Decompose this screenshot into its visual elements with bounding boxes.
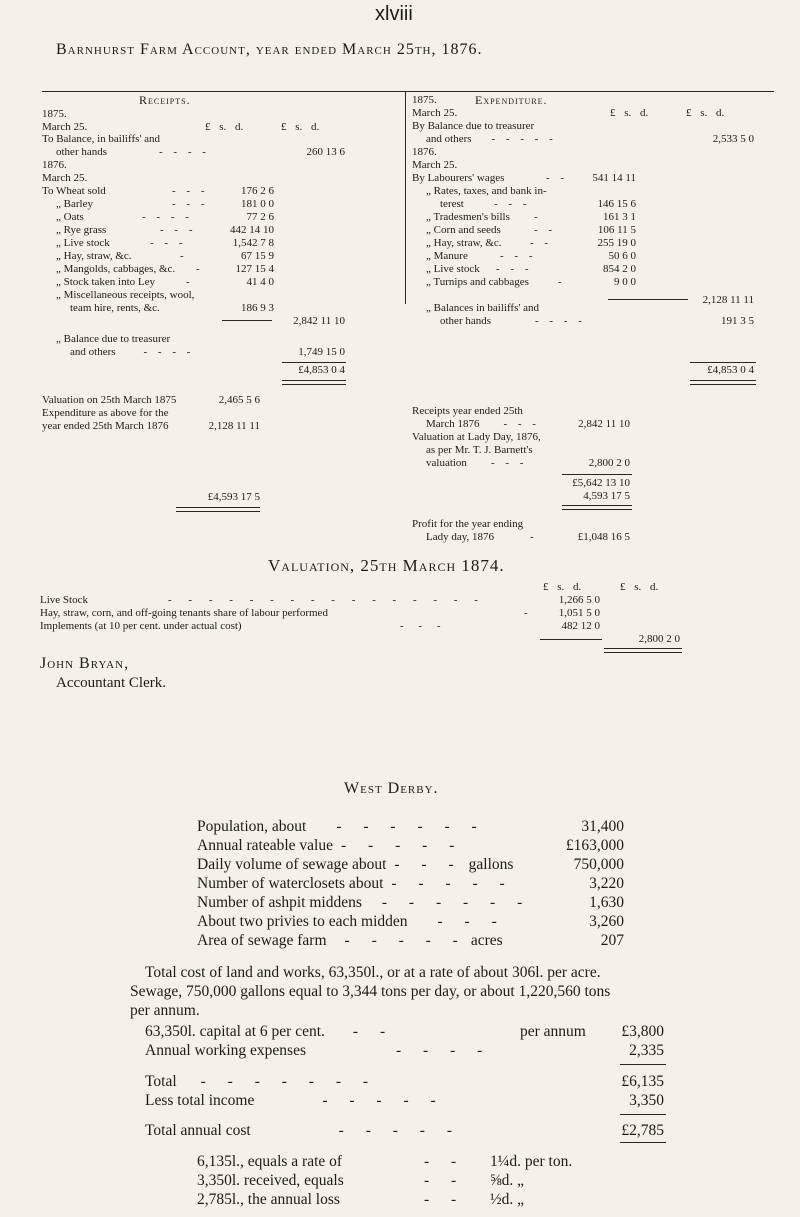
expenditure-label: „ Manure (426, 250, 468, 262)
profit-line-5-amount: 2,800 2 0 (588, 457, 630, 469)
cost-paragraph-line-3: per annum. (130, 1002, 200, 1019)
summary-total: £4,593 17 5 (207, 491, 260, 503)
receipt-label: „ Stock taken into Ley (56, 276, 155, 288)
stat-label: Annual rateable value - - - - - (197, 837, 464, 854)
profit-amount: £1,048 16 5 (577, 531, 630, 543)
receipt-label: team hire, rents, &c. (70, 302, 160, 314)
stat-label: Daily volume of sewage about - - - gallons (197, 856, 514, 873)
cost-paragraph-line-1: Total cost of land and works, 63,350l., or at a rate of about 306l. per acre. (145, 964, 601, 981)
valuation-label: Hay, straw, corn, and off-going tenants share of labour performed (40, 607, 328, 619)
summary-line-1-amount: 2,465 5 6 (218, 394, 260, 406)
expenditure-amount: 541 14 11 (592, 172, 636, 184)
working-value: 2,335 (629, 1042, 664, 1059)
list-item: By Labourers' wages - - 541 14 11 (412, 172, 636, 184)
expenditure-label: „ Corn and seeds (426, 224, 501, 236)
list-item (426, 185, 652, 198)
income-label-text: Less total income (145, 1092, 255, 1109)
receipts-balance-label: „ Balance due to treasurer (56, 333, 171, 345)
receipts-balance-text: and others (70, 346, 116, 358)
receipts-date-1: March 25. (42, 121, 88, 133)
receipts-opening-balance-label: To Balance, in bailiffs' and (42, 133, 161, 145)
profit-line-1: Receipts year ended 25th (412, 405, 523, 417)
rate-dashes: - - (424, 1172, 466, 1189)
rate-label: 6,135l., equals a rate of (197, 1153, 343, 1170)
list-item: „ Hay, straw, &c. - 67 15 9 (56, 250, 274, 262)
receipts-total: £4,853 0 4 (298, 364, 345, 376)
valuation-total: 2,800 2 0 (638, 633, 680, 645)
list-item: „ Manure - - - 50 6 0 (426, 250, 636, 262)
annual-label: Total annual cost - - - - - (145, 1122, 461, 1139)
rate-value: 1¼d. per ton. (490, 1153, 573, 1170)
receipt-amount: 77 2 6 (246, 211, 274, 223)
receipts-subtotal: 2,842 11 10 (293, 315, 345, 327)
expenditure-amount: 50 6 0 (608, 250, 636, 262)
list-item: „ Stock taken into Ley - 41 4 0 (56, 276, 274, 288)
capital-label: 63,350l. capital at 6 per cent. - - (145, 1023, 395, 1040)
expenditure-amount: 255 19 0 (597, 237, 636, 249)
expenditure-label: „ Tradesmen's bills (426, 211, 510, 223)
receipt-label: „ Rye grass (56, 224, 107, 236)
signature-title: Accountant Clerk. (56, 675, 166, 691)
receipt-amount: 442 14 10 (230, 224, 274, 236)
stat-label-text: Number of waterclosets about (197, 875, 384, 892)
table-row: Hay, straw, corn, and off-going tenants share of labour performed - 1,051 5 0 (40, 607, 600, 619)
table-row: Live Stock - - - - - - - - - - - - - - - - 1,266 5 0 (40, 594, 600, 606)
list-item: „ Oats - - - - 77 2 6 (56, 211, 274, 223)
expenditure-cols-a: £ s. d. (610, 107, 649, 119)
receipts-date-2: March 25. (42, 172, 88, 184)
list-item: terest - - - 146 15 6 (440, 198, 636, 210)
list-item: „ Hay, straw, &c. - - 255 19 0 (426, 237, 636, 249)
receipts-balance-amount: 1,749 15 0 (298, 346, 345, 358)
receipt-label: „ Barley (56, 198, 93, 210)
summary-total-double-rule (176, 507, 260, 512)
receipts-year-1876: 1876. (42, 159, 67, 171)
expenditure-date-1: March 25. (412, 107, 458, 119)
list-item (70, 302, 272, 315)
expenditure-label: By Labourers' wages (412, 172, 505, 184)
page-title: Barnhurst Farm Account, year ended March 25th, 1876. (56, 41, 483, 58)
stat-label: Number of waterclosets about - - - - - (197, 875, 514, 892)
receipt-label: „ Miscellaneous receipts, wool, (56, 289, 195, 301)
receipt-label: „ Mangolds, cabbages, &c. (56, 263, 176, 275)
expenditure-total: £4,853 0 4 (707, 364, 754, 376)
expenditure-amount: 854 2 0 (603, 263, 636, 275)
receipt-amount: 176 2 6 (241, 185, 274, 197)
profit-line-2: March 1876 - - - (426, 418, 540, 430)
receipts-total-double-rule (282, 380, 346, 385)
profit-line-2-amount: 2,842 11 10 (578, 418, 630, 430)
receipt-label: „ Hay, straw, &c. (56, 250, 132, 262)
annual-under-rule (620, 1142, 666, 1143)
expenditure-opening-balance-label-2: and others - - - - - (426, 133, 557, 145)
valuation-total-double-rule (604, 648, 682, 653)
expenditure-label: terest (440, 198, 464, 210)
receipts-opening-balance-amount: 260 13 6 (306, 146, 345, 158)
stat-value: 31,400 (581, 818, 624, 835)
valuation-amount: 1,266 5 0 (558, 594, 600, 606)
total-rule (620, 1064, 666, 1065)
receipt-label: „ Live stock (56, 237, 110, 249)
capital-label-text: 63,350l. capital at 6 per cent. (145, 1023, 325, 1040)
receipt-amount: 186 9 3 (241, 302, 274, 314)
rate-label: 2,785l., the annual loss (197, 1191, 340, 1208)
stat-value: 207 (600, 932, 624, 949)
stat-value: £163,000 (565, 837, 624, 854)
valuation-title: Valuation, 25th March 1874. (268, 556, 505, 575)
stat-label-text: Population, about (197, 818, 307, 835)
capital-value: £3,800 (621, 1023, 664, 1040)
expenditure-heading: Expenditure. (475, 93, 548, 107)
working-label-text: Annual working expenses (145, 1042, 306, 1059)
stat-label-text: Annual rateable value (197, 837, 333, 854)
expenditure-opening-balance-label: By Balance due to treasurer (412, 120, 535, 132)
expenditure-year-1875: 1875. (412, 94, 437, 106)
profit-label-2: Lady day, 1876 - (426, 531, 534, 543)
signature-name: John Bryan, (40, 655, 130, 672)
list-item: „ Rye grass - - - 442 14 10 (56, 224, 274, 236)
summary-line-3-amount: 2,128 11 11 (208, 420, 260, 432)
receipts-opening-balance-text: other hands (56, 146, 108, 158)
list-item: „ Mangolds, cabbages, &c. - 127 15 4 (56, 263, 274, 275)
stat-label: Population, about - - - - - - (197, 818, 486, 835)
receipt-amount: 127 15 4 (235, 263, 274, 275)
rate-dashes: - - (424, 1153, 466, 1170)
expenditure-opening-balance-text: and others (426, 133, 472, 145)
expenditure-label: „ Hay, straw, &c. (426, 237, 502, 249)
expenditure-amount: 9 0 0 (614, 276, 636, 288)
stat-unit: gallons (468, 856, 514, 873)
expenditure-label: „ Live stock (426, 263, 480, 275)
expenditure-balances-text: other hands (440, 315, 492, 327)
stat-label: Number of ashpit middens - - - - - - (197, 894, 532, 911)
expenditure-year-1876: 1876. (412, 146, 437, 158)
west-derby-title: West Derby. (344, 780, 439, 797)
receipts-cols-a: £ s. d. (205, 121, 244, 133)
profit-less: 4,593 17 5 (583, 490, 630, 502)
working-label: Annual working expenses - - - - (145, 1042, 492, 1059)
capital-per-annum: per annum (520, 1023, 586, 1040)
summary-line-3: year ended 25th March 1876 (42, 420, 169, 432)
expenditure-subtotal: 2,128 11 11 (702, 294, 754, 306)
profit-line-2-text: March 1876 (426, 418, 480, 430)
receipts-total-rule (282, 362, 346, 363)
expenditure-balances-label-2: other hands - - - - (440, 315, 586, 327)
total-label: Total - - - - - - - (145, 1073, 378, 1090)
annual-rule (620, 1114, 666, 1115)
expenditure-amount: 146 15 6 (597, 198, 636, 210)
rate-dashes: - - (424, 1191, 466, 1208)
stat-label-text: Area of sewage farm (197, 932, 327, 949)
table-top-rule (42, 91, 774, 92)
expenditure-date-2: March 25. (412, 159, 458, 171)
rate-label: 3,350l. received, equals (197, 1172, 344, 1189)
expenditure-total-double-rule (690, 380, 756, 385)
receipt-amount: 181 0 0 (241, 198, 274, 210)
table-center-rule (405, 91, 406, 304)
valuation-amount: 1,051 5 0 (558, 607, 600, 619)
stat-label-text: Number of ashpit middens (197, 894, 362, 911)
expenditure-balances-amount: 191 3 5 (721, 315, 754, 327)
receipt-amount: 67 15 9 (241, 250, 274, 262)
list-item: „ Live stock - - - 854 2 0 (426, 263, 636, 275)
profit-label-2-text: Lady day, 1876 (426, 531, 495, 543)
profit-sum: £5,642 13 10 (572, 477, 630, 489)
profit-line-5: valuation - - - (426, 457, 528, 469)
valuation-sum-rule (540, 639, 602, 640)
valuation-amount: 482 12 0 (561, 620, 600, 632)
table-row: Implements (at 10 per cent. under actual cost) - - - 482 12 0 (40, 620, 600, 632)
list-item: „ Live stock - - - 1,542 7 8 (56, 237, 274, 249)
list-item (56, 289, 272, 302)
total-label-text: Total (145, 1073, 177, 1090)
receipt-amount: 41 4 0 (246, 276, 274, 288)
stat-value: 3,220 (589, 875, 624, 892)
stat-label-text: Daily volume of sewage about (197, 856, 387, 873)
receipt-amount: 1,542 7 8 (232, 237, 274, 249)
receipts-heading: Receipts. (139, 93, 191, 107)
summary-line-1: Valuation on 25th March 1875 (42, 394, 177, 406)
stat-value: 1,630 (589, 894, 624, 911)
list-item: „ Tradesmen's bills - 161 3 1 (426, 211, 636, 223)
expenditure-balances-label: „ Balances in bailiffs' and (426, 302, 539, 314)
expenditure-label: „ Rates, taxes, and bank in- (426, 185, 547, 197)
stat-label-text: About two privies to each midden (197, 913, 408, 930)
income-value: 3,350 (629, 1092, 664, 1109)
profit-less-double-rule (562, 505, 632, 510)
receipts-cols-b: £ s. d. (281, 121, 320, 133)
stat-label: Area of sewage farm - - - - - acres (197, 932, 503, 949)
profit-line-5-text: valuation (426, 457, 467, 469)
receipts-year-1875: 1875. (42, 108, 67, 120)
page-number: xlviii (375, 3, 413, 25)
list-item: To Wheat sold - - - 176 2 6 (42, 185, 274, 197)
rate-value: ½d. „ (490, 1191, 525, 1208)
receipt-label: To Wheat sold (42, 185, 106, 197)
valuation-label: Live Stock (40, 594, 88, 606)
receipts-balance-label-2: and others - - - - (70, 346, 195, 358)
annual-label-text: Total annual cost (145, 1122, 251, 1139)
expenditure-amount: 106 11 5 (597, 224, 636, 236)
stat-value: 3,260 (589, 913, 624, 930)
summary-line-2: Expenditure as above for the (42, 407, 169, 419)
list-item: „ Turnips and cabbages - 9 0 0 (426, 276, 636, 288)
stat-label: About two privies to each midden - - - (197, 913, 506, 930)
stat-value: 750,000 (573, 856, 624, 873)
expenditure-total-rule (690, 362, 756, 363)
expenditure-opening-balance-amount: 2,533 5 0 (712, 133, 754, 145)
rate-value: ⅝d. „ (490, 1172, 525, 1189)
list-item: „ Corn and seeds - - 106 11 5 (426, 224, 636, 236)
valuation-label: Implements (at 10 per cent. under actual cost) (40, 620, 242, 632)
total-value: £6,135 (621, 1073, 664, 1090)
income-label: Less total income - - - - - (145, 1092, 445, 1109)
receipt-label: „ Oats (56, 211, 84, 223)
stat-unit: acres (470, 932, 503, 949)
valuation-cols-a: £ s. d. (543, 581, 582, 593)
profit-sum-rule (562, 474, 632, 475)
profit-line-3: Valuation at Lady Day, 1876, (412, 431, 541, 443)
valuation-cols-b: £ s. d. (620, 581, 659, 593)
cost-paragraph-line-2: Sewage, 750,000 gallons equal to 3,344 tons per day, or about 1,220,560 tons (130, 983, 611, 1000)
list-item: „ Barley - - - 181 0 0 (56, 198, 274, 210)
profit-label-1: Profit for the year ending (412, 518, 524, 530)
receipts-opening-balance-label-2: other hands - - - - (56, 146, 210, 158)
expenditure-label: „ Turnips and cabbages (426, 276, 529, 288)
expenditure-amount: 161 3 1 (603, 211, 636, 223)
annual-value: £2,785 (621, 1122, 664, 1139)
profit-line-4: as per Mr. T. J. Barnett's (426, 444, 533, 456)
expenditure-cols-b: £ s. d. (686, 107, 725, 119)
